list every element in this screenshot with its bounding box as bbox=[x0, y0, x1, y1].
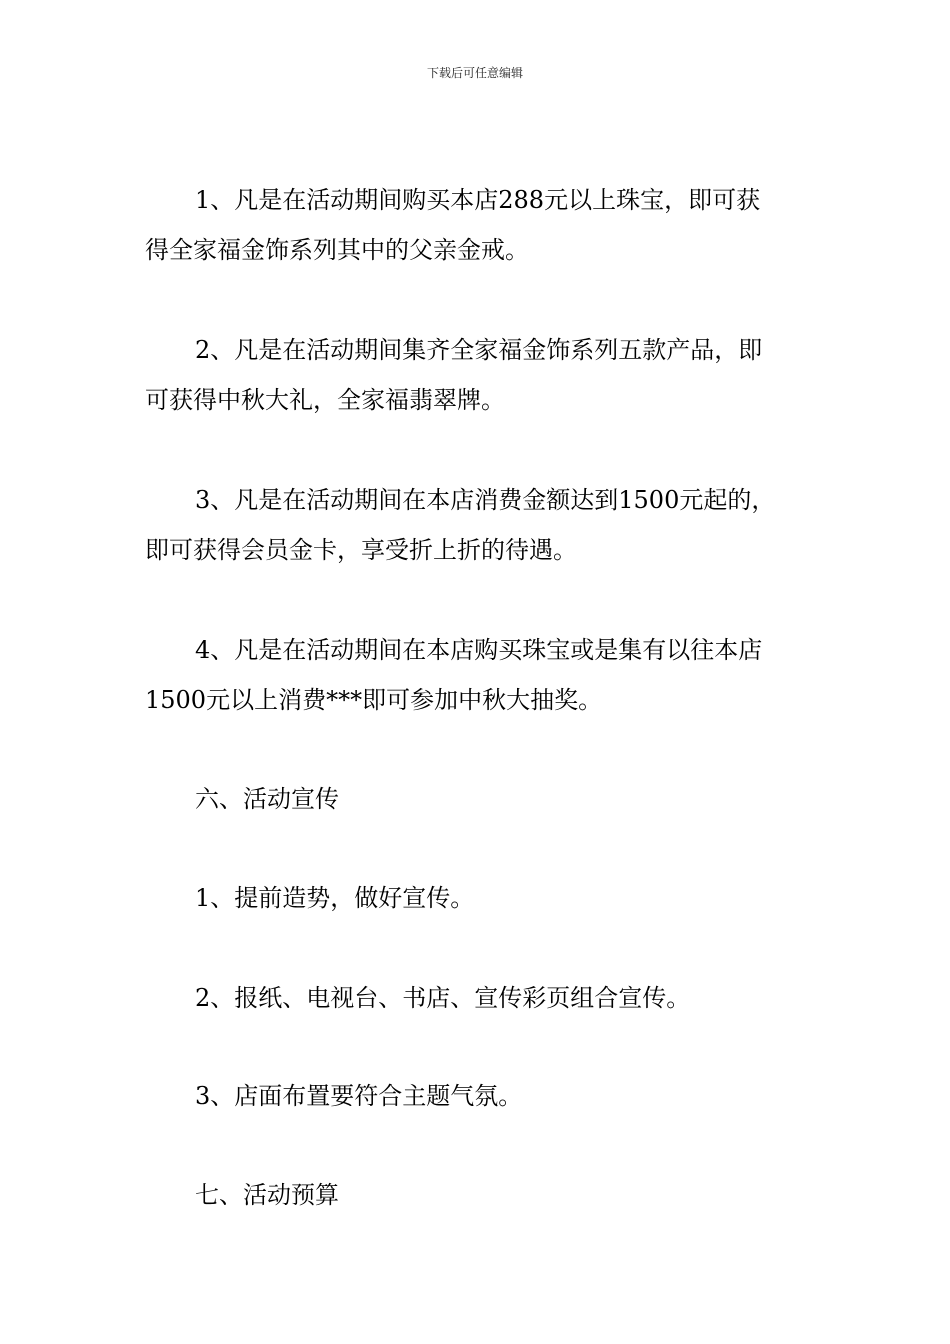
paragraph-3-line-1 bbox=[145, 475, 815, 525]
paragraph-3 bbox=[145, 475, 815, 575]
section-six-heading bbox=[145, 774, 815, 824]
page-header: 下载后可任意编辑 bbox=[426, 66, 523, 80]
section-seven-heading bbox=[145, 1170, 815, 1220]
section-six-item-2-text: 2、报纸、电视台、书店、宣传彩页组合宣传。 bbox=[195, 984, 691, 1012]
paragraph-1-line-1 bbox=[145, 175, 815, 225]
section-six-item-3 bbox=[145, 1071, 815, 1121]
paragraph-2 bbox=[145, 325, 815, 425]
paragraph-1 bbox=[145, 175, 815, 275]
paragraph-2-line-2: 可获得中秋大礼，全家福翡翠牌。 bbox=[145, 386, 505, 414]
paragraph-3-line-1-text: 3、凡是在活动期间在本店消费金额达到1500元起的， bbox=[195, 486, 776, 514]
paragraph-4-line-1 bbox=[145, 625, 815, 675]
section-six-item-1 bbox=[145, 873, 815, 923]
section-six-heading-text: 六、活动宣传 bbox=[195, 785, 339, 813]
paragraph-1-line-1-text: 1、凡是在活动期间购买本店288元以上珠宝，即可获 bbox=[195, 186, 761, 214]
section-six-item-1-text: 1、提前造势，做好宣传。 bbox=[195, 884, 475, 912]
paragraph-2-line-1-text: 2、凡是在活动期间集齐全家福金饰系列五款产品，即 bbox=[195, 336, 763, 364]
section-seven-heading-text: 七、活动预算 bbox=[195, 1181, 339, 1209]
paragraph-3-line-2: 即可获得会员金卡，享受折上折的待遇。 bbox=[145, 536, 577, 564]
paragraph-4-line-1-text: 4、凡是在活动期间在本店购买珠宝或是集有以往本店 bbox=[195, 636, 763, 664]
paragraph-4 bbox=[145, 625, 815, 725]
paragraph-4-line-2: 1500元以上消费***即可参加中秋大抽奖。 bbox=[145, 686, 603, 714]
paragraph-2-line-1 bbox=[145, 325, 815, 375]
section-six-item-2 bbox=[145, 973, 815, 1023]
section-six-item-3-text: 3、店面布置要符合主题气氛。 bbox=[195, 1082, 523, 1110]
paragraph-1-line-2: 得全家福金饰系列其中的父亲金戒。 bbox=[145, 236, 529, 264]
